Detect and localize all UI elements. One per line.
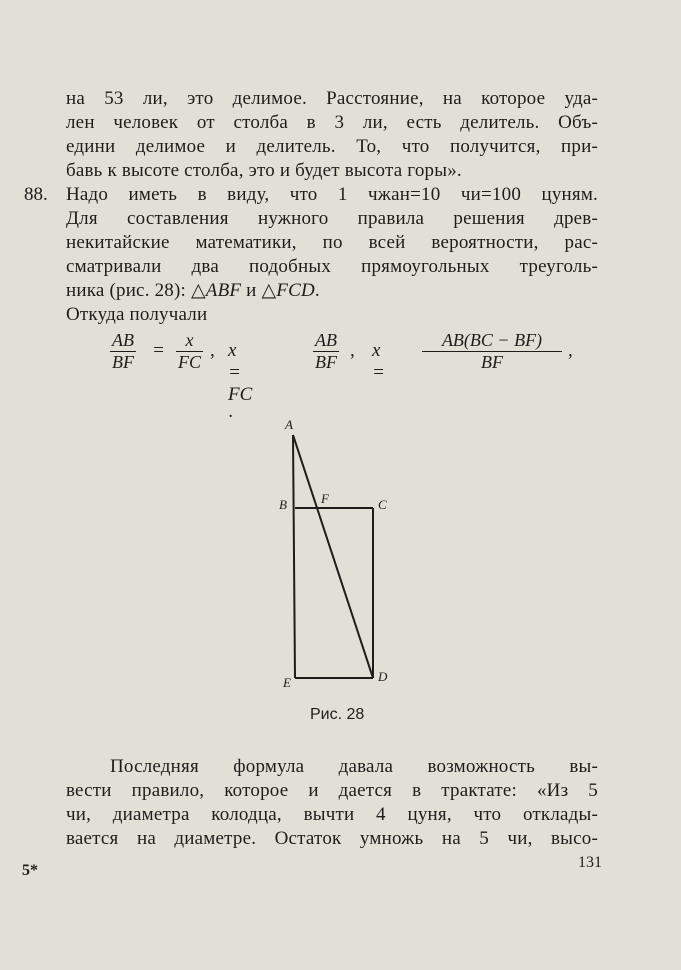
figure-caption: Рис. 28	[310, 706, 365, 723]
segment-ae	[293, 435, 295, 678]
text-line: Последняя формула давала возможность вы-	[110, 756, 598, 777]
triangle-fcd: FCD	[276, 280, 315, 301]
label-f: F	[321, 491, 329, 506]
fraction-ab-bf	[110, 330, 136, 373]
problem-number: 88.	[24, 184, 48, 205]
denominator: BF	[315, 352, 337, 372]
text-fragment: .	[314, 280, 320, 301]
figure-28	[270, 405, 420, 695]
text-line: лен человек от столба в 3 ли, есть делитель. Объ-	[66, 112, 598, 133]
fraction-x-fc	[176, 330, 203, 373]
numerator: AB(BC − BF)	[441, 330, 543, 350]
text-line: бавь к высоте столба, это и будет высота горы».	[66, 160, 462, 181]
label-e: E	[283, 675, 291, 690]
text-fragment: ника (рис. 28):	[66, 280, 191, 301]
label-d: D	[378, 669, 388, 684]
equals-sign: =	[152, 340, 165, 361]
triangle-symbol: △	[190, 280, 206, 301]
text-line: некитайские математики, по всей вероятности, рас-	[66, 232, 598, 253]
numerator: AB	[112, 330, 134, 350]
triangle-symbol: △	[261, 280, 277, 301]
text-line: Для составления нужного правила решения древ-	[66, 208, 598, 229]
fraction-ab-bf	[313, 330, 339, 373]
triangle-abf: ABF	[205, 280, 242, 301]
numerator: x	[185, 330, 194, 350]
expression-x-fc: x = FC ·	[228, 340, 253, 427]
comma: ,	[210, 340, 215, 361]
page-number: 131	[578, 854, 602, 871]
fraction-final	[422, 330, 562, 373]
signature-mark: 5*	[22, 862, 38, 879]
text-line: чи, диаметра колодца, вычти 4 цуня, что отклады-	[66, 804, 598, 825]
text-line: вается на диаметре. Остаток умножь на 5 чи, высо-	[66, 828, 598, 849]
label-c: C	[378, 497, 387, 512]
segment-ad	[293, 435, 373, 678]
text-fragment: и	[241, 280, 262, 301]
expression-x: x =	[372, 340, 385, 383]
denominator: FC	[178, 352, 202, 372]
numerator: AB	[315, 330, 337, 350]
comma: ,	[350, 340, 355, 361]
text-line-triangles	[66, 280, 598, 302]
text-line: сматривали два подобных прямоугольных треуголь-	[66, 256, 598, 277]
text-line: Откуда получали	[66, 304, 208, 325]
text-line: вести правило, которое и дается в трактате: «Из 5	[66, 780, 598, 801]
denominator: BF	[422, 351, 562, 373]
denominator: BF	[112, 352, 134, 372]
text-line: Надо иметь в виду, что 1 чжан=10 чи=100 цуням.	[66, 184, 598, 205]
comma: ,	[568, 340, 573, 361]
text-line: едини делимое и делитель. То, что получится, при-	[66, 136, 598, 157]
label-a: A	[285, 417, 293, 432]
label-b: B	[279, 497, 287, 512]
text-line: на 53 ли, это делимое. Расстояние, на которое уда-	[66, 88, 598, 109]
